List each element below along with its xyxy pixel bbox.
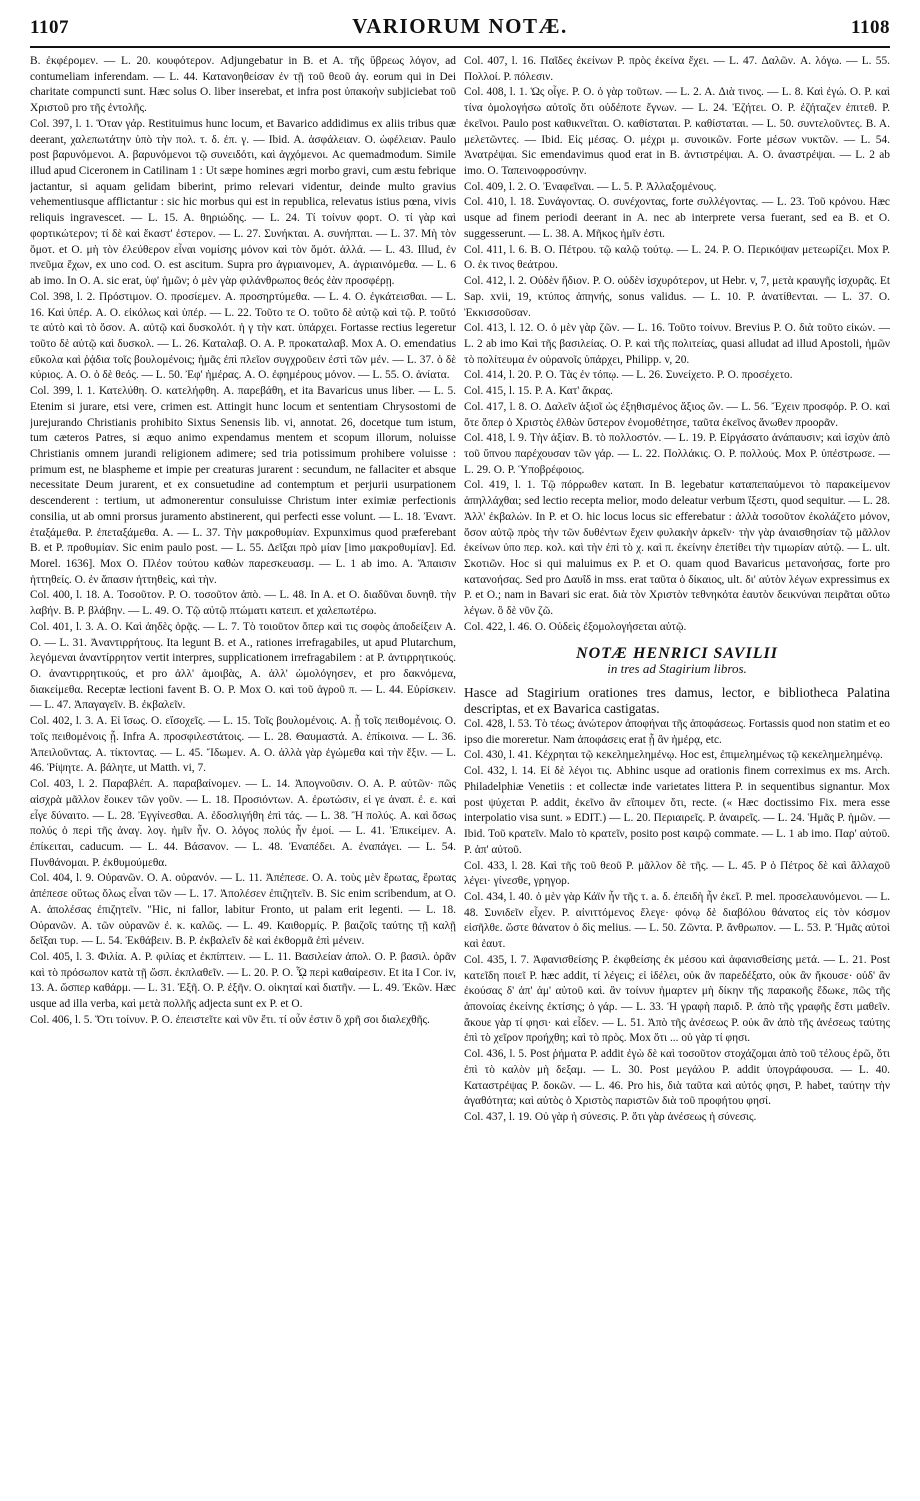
note-paragraph: Col. 413, l. 12. O. ὁ μὲν γὰρ ζῶν. — L. 16. Τοῦτο τοίνυν. Brevius P. O. διὰ τοῦτο εἰκών. — L. 2 ab imo Καὶ τῆς βασιλείας. O. P. καὶ τῆς πολιτείας, quasi alludat ad illud Apostoli, ἡμῶν τὸ πολίτευμα ἐν οὐρανοῖς ὑπάρχει, Philipp. v, 20. <box>464 322 890 366</box>
note-paragraph: Col. 417, l. 8. O. Δαλεῖν ἀξιοῖ ὡς ἐξηθισμένος ἄξιος ὤν. — L. 56. Ἔχειν προσφόρ. P. O. καὶ ὅτε ὅπερ ὁ Χριστὸς ἐλθὼν ὕστερον ἐνομοθέτησε, ταῦτα ἐκεῖνος ἄνωθεν προορᾶν. <box>464 400 890 429</box>
note-paragraph: Col. 398, l. 2. Πρόστιμον. O. προσίεμεν. A. προσηρτύμεθα. — L. 4. O. ἐγκάτεισθαι. — L. 16. Καὶ ὑπέρ. A. O. εἰκόλως καὶ ὑπέρ. — L. 22. Τοῦτο τε O. τοῦτο δὲ αὐτῷ καὶ τῷ. P. τοῦτό τε αὐτὸ καὶ τὸ ὅσον. A. αὐτῷ καὶ δυσκολότ. ἡ γ τὴν κατ. ὑπάρχει. Fortasse rectius legeretur τοῦτο δὲ αὐτῷ καὶ δυσκολ. — L. 26. Καταλαβ. O. A. P. προκαταλαβ. Mox A. O. emendatius εὔκολα καὶ ῥᾴδια τοῖς βουλομένοις; ἡμᾶς ἐπὶ πλεῖον συγχροῦειν ἐστὶ τῶν μέν. — L. 37. ὁ δὲ κύριος. A. O. ὁ δὲ θεός. — L. 50. Ἐφ' ἡμέρας. A. O. ἐφημέρους μόνον. — L. 55. O. ἀνίατα. <box>30 290 456 382</box>
note-paragraph: B. ἐκφέρομεν. — L. 20. κουφότερον. Adjungebatur in B. et A. τῆς ὕβρεως λόγον, ad contumeliam inferendam. — L. 44. Κατανοηθείσαν ἐν τῇ τοῦ θεοῦ ἀγ. eorum qui in Dei charitate compuncti sunt. Hæc solus O. liber inserebat, et infra post ὑπακοὴν subjiciebat τοῦ Χριστοῦ pro τῆς ἐντολῆς. <box>30 55 456 115</box>
note-paragraph: Col. 408, l. 1. Ὡς οἶγε. P. O. ὁ γὰρ τοῦτων. — L. 2. A. Διὰ τινος. — L. 8. Καὶ ἐγώ. O. P. καὶ τίνα ὁμολογήσω αὐτοῖς ὅτι οὐδέποτε ἔγνων. — L. 24. Ἐζήτει. O. P. ἐζήταζεν ἐπιτεθ. P. ἐκεῖνοι. Paulo post καθικνεῖται. O. καθίσταται. P. καθίσταται. — L. 50. συντελοῦντες. B. A. μελετῶντες. — Ibid. Εἰς μέσας. O. μέχρι μ. συνοικῶν. Forte μέσων νυκτῶν. — L. 54. Ἀνατρέψαι. Sic emendavimus quod erat in B. ἀντιστρέψαι. A. O. ἀναστρέψαι. — L. 2 ab imo. O. Ταπεινοφροσύνην. <box>464 86 890 178</box>
note-paragraph: Col. 400, l. 18. A. Τοσοῦτον. P. O. τοσοῦτον ἀπὸ. — L. 48. In A. et O. διαδῦναι δυνηθ. τὴν λαβήν. B. P. βλάβην. — L. 49. O. Τῷ αὐτῷ πτώματι κατειπ. et χαλεπωτέρω. <box>30 589 456 618</box>
note-paragraph: Col. 436, l. 5. Post ῥήματα P. addit ἐγὼ δὲ καὶ τοσοῦτον στοχάζομαι ἀπὸ τοῦ τέλους ἐρῶ, ὅτι ἐπὶ τὸ καλὸν μὴ δεξαμ. — L. 30. Post μεγάλου P. addit ὑπογράφουσα. — L. 40. Καταστρέψας P. δοκῶν. — L. 46. Pro his, διὰ ταῦτα καὶ αὐτός φησι, P. habet, ταύτην τὴν ἀγαθότητα; καὶ αὐτὸς ὁ Χριστὸς παριστῶν διὰ τοῦ προφήτου φησί. <box>464 1048 890 1108</box>
note-paragraph: Col. 432, l. 14. Εἰ δὲ λέγοι τις. Abhinc usque ad orationis finem correximus ex ms. Arch. Philadelphiæ Venetiis : et collectæ inde varietates littera P. in sequentibus signantur. Mox post ψύχεται P. addit, ἐκεῖνο ἂν εἴποιμεν ὅτι, recte. (« Hæc doctissimo Fix. mera esse interpolatio visa sunt. » EDIT.) — L. 20. Περιαιρεῖς. P. ἀναιρεῖς. — L. 24. Ἡμᾶς P. ἡμῶν. — Ibid. Τοῦ κρατεῖν. Malo τὸ κρατεῖν, posito post καιρῷ commate. — L. 1 ab imo. Παρ' αὐτοῦ. P. ἀπ' αὐτοῦ. <box>464 765 890 856</box>
savile-section-heading <box>464 646 890 677</box>
note-paragraph: Col. 415, l. 15. P. A. Κατ' ἄκρας. <box>464 385 613 398</box>
note-paragraph: Col. 437, l. 19. Οὐ γὰρ ἡ σύνεσις. P. ὅτι γὰρ ἀνέσεως ἡ σύνεσις. <box>464 1111 757 1123</box>
note-paragraph: Col. 410, l. 18. Συνάγοντας. O. συνέχοντας, forte συλλέγοντας. — L. 23. Τοῦ κρόνου. Hæc usque ad finem periodi deerant in A. nec ab interprete versa fuerant, sed ea B. et O. suggesserunt. — L. 38. A. Μῆκος ἡμῖν ἐστι. <box>464 196 890 240</box>
note-paragraph: Col. 418, l. 9. Τὴν ἀξίαν. B. τὸ πολλοστόν. — L. 19. P. Εἰργάσατο ἀνάπαυσιν; καὶ ἰσχὺν ἀπὸ τοῦ ὕπνου παρέχουσαν τῶν γάρ. — L. 22. Πολλάκις. O. P. πολλούς. Mox P. ὑπέστρωσε. — L. 29. O. P. Ὑποβρέφοιος. <box>464 432 890 476</box>
note-paragraph: Col. 406, l. 5. Ὅτι τοίνυν. P. O. ἐπειστεῖτε καὶ νῦν ἔτι. τί οὖν ἐστιν ὃ χρῆ σοι διαλεχθῆς. <box>30 1013 430 1026</box>
two-column-body <box>30 54 890 1489</box>
note-paragraph: Col. 433, l. 28. Καὶ τῆς τοῦ θεοῦ P. μᾶλλον δὲ τῆς. — L. 45. P ὁ Πέτρος δὲ καὶ ἄλλαχοῦ λέγει· γίνεσθε, γρηγορ. <box>464 859 890 888</box>
page-number-right: 1108 <box>851 17 890 38</box>
left-column <box>30 54 456 1489</box>
savile-intro: Hasce ad Stagirium orationes tres damus, lector, e bibliotheca Palatina descriptas, et ex Bavarica castigatas. <box>464 685 890 717</box>
note-paragraph: Col. 397, l. 1. Ὅταν γάρ. Restituimus hunc locum, et Bavarico addidimus ex aliis tribus quæ deerant, χαλεπωτάτην ὑπὸ τὴν πολ. τ. δ. ἐπ. γ. — Ibid. A. ἀσφάλειαν. O. ὠφέλειαν. Paulo post βαρυνόμενοι. A. βαρυνόμενοι τῷ συνειδότι, καὶ ἀγχόμενοι. Ac quemadmodum. Simile illud apud Ciceronem in Catilinam 1 : Ut sæpe homines ægri morbo gravi, cum æstu febrique jactantur, si aquam gelidam biberint, primo relevari videntur, deinde multo gravius vehementiusque afflictantur : sic hic morbus qui est in republica, relevatus istius pœna, vivis reliquis ingravescet. — L. 15. A. θηριώδης. — L. 24. Τί τοίνυν φορτ. O. τί γὰρ καὶ φορτικώτερον; τί δὲ καὶ ἔκαστ' ἐστερον. — L. 27. Συνήκται. A. συνήπται. — L. 37. Μὴ τὸν ὅμοτ. et O. μὴ τὸν ἐλεύθερον εἶναι νομίσης μόνον καὶ τὸν ὅμότ. ἀλλά. — L. 43. Illud, ἐν πνεῦμα ἔχων, ex uno cod. O. est ascitum. Supra pro ἀγριαινομεν, A. ἀγριαινόμεθα. — L. 6 ab imo. In O. A. sic erat, ὑφ' ἡμῶν; ὁ μὲν γὰρ φιλάνθρωπος θεός ἐὰν προσφέρῃ. <box>30 117 456 288</box>
note-paragraph: Col. 405, l. 3. Φιλία. A. P. φιλίας et ἐκπίπτειν. — L. 11. Βασιλείαν ἀπολ. O. P. βασιλ. ὁρᾶν καὶ τὸ πρόσωπον κατὰ τῇ ὥσπ. ἐκπλαθεῖν. — L. 20. P. O. ᾯ περὶ καθαίρεσιν. Et ita I Cor. iv, 13. A. ὥσπερ καθάρμ. — L. 31. Ἐξῆ. O. P. ἐξῆν. O. οἰκηταί καὶ διατῆν. — L. 49. Ἐκῶν. Hæc usque ad illa verba, καὶ μετὰ πολλῆς adjecta sunt ex P. et O. <box>30 950 456 1011</box>
note-paragraph: Col. 435, l. 7. Ἀφανισθείσης P. ἐκφθείσης ἐκ μέσου καὶ ἀφανισθείσης μετά. — L. 21. Post κατεῖδη ποιεῖ P. hæc addit, τί λέγεις; εἰ ἰδέλει, οὐκ ἂν παρεδέξατο, οὐκ ἂν ἤκουσε· οὐδ' ἂν ἐκούσας δ' ἀπ' ἀμ' αὐτοῦ καὶ. ἂν τοίνυν ἡμαρτεν μὴ δίκην τῆς παρακοῆς ἔδωκε, πῶς τῆς ἀπονοίας ἐκείνης ἐκτίσης; ὁ γάρ. — L. 33. Ἡ γραφὴ παριδ. P. ἀπὸ τῆς γραφῆς ἔστι μαθεῖν. ἄκουε γὰρ τί φησι· καὶ εἶδεν. — L. 51. Ἀπὸ τῆς ἀνέσεως P. οὐκ ἂν ἀπὸ τῆς ἀνέσεως ταύτης ἐπὶ τὸ χεῖρον προήχθη; καὶ τὸ πρὸς. Mox ὅτι ... οὐ γὰρ τί φησι. <box>464 953 890 1045</box>
section-title: NOTÆ HENRICI SAVILII <box>576 644 778 662</box>
note-paragraph: Col. 409, l. 2. O. Ἐναφεῖναι. — L. 5. P. Ἀλλαξομένους. <box>464 180 717 193</box>
section-subtitle: in tres ad Stagirium libros. <box>607 661 747 677</box>
note-paragraph: Col. 422, l. 46. O. Οὐδεὶς ἐξομολογήσεται αὐτῷ. <box>464 620 687 633</box>
note-paragraph: Col. 404, l. 9. Οὐρανῶν. O. A. οὐρανόν. — L. 11. Ἀπέπεσε. O. A. τοὺς μὲν ἔρωτας, ἔρωτας ἀπέπεσε οὕτως ὅλως εἶναι τῶν — L. 17. Ἀπολέσεν ἐπιζητεῖν. B. Sic enim scribendum, at O. A. ἀπολέσας ἐπιζητεῖν. "Hic, ni fallor, labitur Fronto, ut palam erit legenti. — L. 18. Οὐρανῶν. A. τῶν οὐρανῶν ἐ. κ. καλῶς. — L. 49. Καιθορμίς. P. βαιζοῖς ταύτης τῇ καλῇ δεῖξαι τυρ. — L. 54. Ἐκθάβειν. B. P. ἐκβαλεῖν δὲ καὶ ἐκθορμᾶ ἐπὶ μένειν. <box>30 872 456 948</box>
note-paragraph: Col. 401, l. 3. A. O. Καὶ ἀηδὲς ὁρᾷς. — L. 7. Τὸ τοιοῦτον ὅπερ καὶ τις σοφὸς ἀποδείξειν A. O. — L. 31. Ἀναντιρρήτους. Ita legunt B. et A., rationes irrefragabiles, ut apud Plutarchum, λεγόμεναι ἀναντίρρητον vertit interpres, supplicationem irrefragabilem : at P. ἀντιρρητικούς. O. ἀναντιρρητικούς, et pro ἀλλ' ἀμοιβὰς, A. ἀλλ' ὠμολόγησεν, et pro δακνόμενα, διακείμεθα. Receptæ lectioni favent B. O. P. Mox O. καὶ τοῦ ἀγροῦ π. — L. 44. Εὐρίσκειν. — L. 47. Ἀπαγαγεῖν. B. ἐκβαλεῖν. <box>30 620 456 712</box>
note-paragraph: Col. 430, l. 41. Κέχρηται τῷ κεκελημελημένῳ. Hoc est, ἐπιμελημένως τῷ κεκελημελημένῳ. <box>464 749 883 762</box>
note-paragraph: Col. 407, l. 16. Παῖδες ἐκείνων P. πρὸς ἐκείνα ἔχει. — L. 47. Δαλῶν. A. λόγω. — L. 55. Πολλοί. P. πόλεσιν. <box>464 55 890 83</box>
header-rule <box>30 46 890 48</box>
note-paragraph: Col. 411, l. 6. B. O. Πέτρου. τῷ καλῷ τούτῳ. — L. 24. P. O. Περικόψαν μετεωρίζει. Mox P. O. ἐκ τινος θεάτρου. <box>464 243 890 272</box>
right-column <box>464 54 890 1489</box>
note-paragraph: Col. 428, l. 53. Τὸ τέως; ἀνώτερον ἀποφήναι τῆς ἀποφάσεως. Fortassis quod non statim et eo ipso die moreretur. Nam ἀποφάσεις erat ᾗ ἂν ἡμέρᾳ, etc. <box>464 718 890 746</box>
page-number-left: 1107 <box>30 17 69 38</box>
variorum-notes-continued <box>464 54 890 636</box>
running-title: VARIORUM NOTÆ. <box>352 14 568 38</box>
savile-notes <box>464 717 890 1126</box>
note-paragraph: Col. 434, l. 40. ὁ μὲν γὰρ Κάϊν ἦν τῆς τ. a. δ. ἐπειδὴ ἦν ἐκεῖ. P. mel. προσελαυνόμενοι. — L. 48. Συνιδεῖν εἶχεν. P. αἰνιττόμενος ἔλεγε· φόνῳ δὲ διαβόλου θάνατος εἰς τὸν κόσμον εἰσῆλθε. ὥστε θάνατον ὁ δὶς melius. — L. 50. Ζῶντα. P. ἄνθρωπον. — L. 53. P. Ἡμᾶς αὐτοὶ καὶ ἑαυτ. <box>464 890 890 951</box>
note-paragraph: Col. 412, l. 2. Οὐδὲν ἥδιον. P. O. οὐδὲν ἰσχυρότερον, ut Hebr. v, 7, μετὰ κραυγῆς ἰσχυρᾶς. Et Sap. xvii, 19, κτύπος ἀπηνής, sonus validus. — L. 10. P. ἀνατίθενται. — L. 37. O. Ἐκκισσοῦσαν. <box>464 275 890 319</box>
note-paragraph: Col. 419, l. 1. Τῷ πόρρωθεν καταπ. In B. legebatur καταπεπαύμενοι τὸ παρακείμενον ἀπηλλάχθαι; sed lectio recepta melior, modo deleatur verbum ἴξεστι, quod sequitur. — L. 28. Ἀλλ' ἐκβαλών. In P. et O. hic locus locus sic efferebatur : ἀλλὰ τοσοῦτον ἐκολάζετο μόνον, ὅσον αὐτῷ πρὸς τὴν τῶν δυθέντων ἔχειν φυλακὴν ἀρκεῖν· τὴν γὰρ ἀναισθησίαν τῷ μᾶλλον ἐκείνων ὑπο περ. κολ. καὶ τὴν ἐπὶ τὸ χ. καὶ π. ἐκείνην ἐπετίθει τὴν τιμωρίαν αὐτῷ. — L. ult. Σκοτιῶν. Hoc si qui maluimus ex P. et O. quam quod Bavaricus μετανοήσας, forte pro κατανοήσας. Sed pro Δαυΐδ in mss. erat ταῦτα ὁ δίκαιος, ult. δι' αὐτὸν λέγων expressimus ex P. et O.; nam in Bavari sic erat. διὰ τὸν Χριστὸν τεθνηκότα ἑαυτὸν δεικνύναι πειρᾶται οὕτω λέγων. ὃ δὲ νῦν ζῶ. <box>464 479 890 618</box>
note-paragraph: Col. 399, l. 1. Κατελύθη. O. κατελήφθη. A. παρεβάθη, et ita Bavaricus unus liber. — L. 5. Etenim si jurare, etsi vere, crimen est. Attingit hunc locum et sententiam Chrysostomi de jurejurando Christianis prohibito Sixtus Senensis lib. vi, annotat. 26, docetque tum istum, tum cæteros Patres, si æquo animo expendamus mentem et scopum illorum, noluisse Christianis omnem jurandi religionem adimere; sed tria potissimum prohibere voluisse : primum est, ne blaspheme et impie per creaturas jurarent : secundum, ne fallaciter et absque necessitate Deum jurarent, et ex consuetudine ad contemptum et perjurii usurpationem descenderent : tertium, ut admonerentur consuluisse Christum inter eximiæ perfectionis consilia, ut ab omni prorsus juramento abstinerent, qui perfecti esse volunt. — L. 18. Ἐναντ. ἐταξάμεθα. P. ἐπεταξάμεθα. A. — L. 37. Τὴν μακροθυμίαν. Expunximus quod præferebant B. et P. προθυμίαν. Sic enim paulo post. — L. 55. Δεῖξαι πρὸ μίαν [imo μακροθυμίαν]. Ed. Morel. 1636]. Mox O. Πλέον τούτου καθὼν παρεσκευασμ. — L. 1 ab imo. A. Ἄπαισιν ἡττηθείς. O. ἐν ἅπασιν ἡττηθεὶς, καὶ τὴν. <box>30 385 456 586</box>
page-header <box>30 14 890 44</box>
note-paragraph: Col. 402, l. 3. A. Εἰ ἴσως. O. εἴσοχεῖς. — L. 15. Τοῖς βουλομένοις. A. ᾗ τοῖς πειθομένοις. O. τοῖς πειθομένοις ᾗ. Infra A. προσφιλεστάτοις. — L. 28. Θαυμαστά. A. ἐπίκοινα. — L. 36. Ἀπειλοῦντας. A. τίκτοντας. — L. 45. Ἴδωμεν. A. O. ἀλλὰ γὰρ ἐγώμεθα καὶ τὴν ἕξιν. — L. 46. Ῥίψητε. A. βάλητε, ut Matth. vi, 7. <box>30 715 456 775</box>
note-paragraph: Col. 403, l. 2. Παραβλέπ. A. παραβαίνομεν. — L. 14. Ἀπογνοῦσιν. O. A. P. αὐτῶν· πῶς αἰσχρὰ μᾶλλον ἔοικεν τῶν γοῦν. — L. 18. Προσιόντων. A. ἐρωτώσιν, εἰ γε ἀναπ. ἐ. ε. καὶ εἶγε δύναιτο. — L. 28. Ἐγγίνεσθαι. A. ἐδοσλιγήθη ἐπὶ τάς. — L. 38. Ἢ πολύς. A. καὶ ὅσως πολύς ὁ περὶ τῆς ἀναγ. λογ. ἡμῖν ἦν. O. λόγος πολύς ἦν ἐμοί. — L. 41. Ἐπικείμεν. A. ἐπίκειται, caducum. — L. 44. Βάσανον. — L. 48. Ἐναπέδει. A. ἐναπάγει. — L. 54. Πυνθάνομαι. P. ἐκθυμούμεθα. <box>30 778 456 869</box>
note-paragraph: Col. 414, l. 20. P. O. Τὰς ἐν τόπῳ. — L. 26. Συνείχετο. P. O. προσέχετο. <box>464 369 793 382</box>
